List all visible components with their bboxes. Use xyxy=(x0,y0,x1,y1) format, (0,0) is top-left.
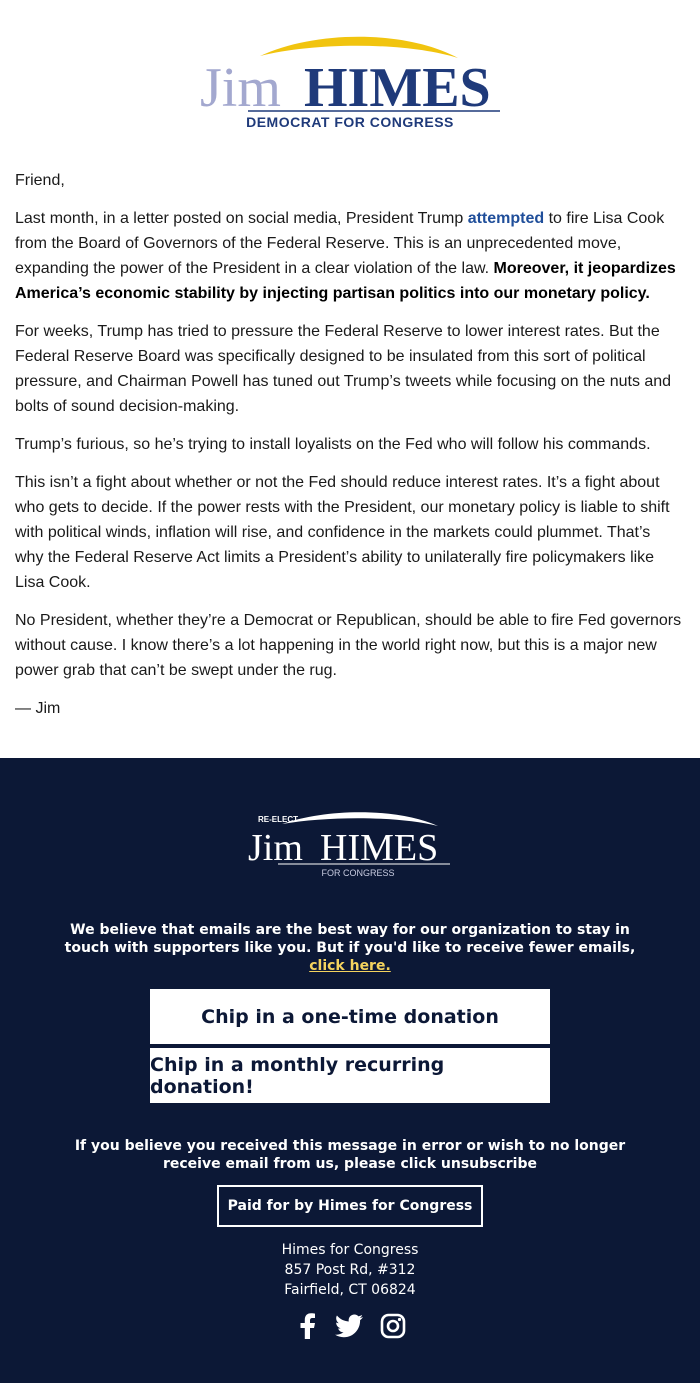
logo-tagline: DEMOCRAT FOR CONGRESS xyxy=(246,114,454,130)
logo-arc xyxy=(282,812,438,826)
fewer-emails-link[interactable]: click here. xyxy=(309,958,391,974)
greeting: Friend, xyxy=(15,172,65,189)
email-footer xyxy=(0,758,700,1383)
email-preferences-notice: We believe that emails are the best way for our organization to stay in touch with supporters like you. But if you'd like to receive fewer emails, click here. xyxy=(64,922,636,974)
jim-himes-logo xyxy=(196,34,506,130)
paid-for-box: Paid for by Himes for Congress xyxy=(217,1185,483,1227)
logo-tagline: FOR CONGRESS xyxy=(321,868,395,878)
reelect-jim-himes-logo xyxy=(248,810,452,880)
mailing-address xyxy=(200,1240,500,1300)
twitter-icon[interactable] xyxy=(335,1314,363,1338)
paragraph-1: Last month, in a letter posted on social media, President Trump attempted to fire Lisa Cook from the Board of Governors of the Federal Reserve. This is an unprecedented move, expanding the power of the President in a clear violation of the law. Moreover, it jeopardizes America’s economic stability by injecting partisan politics into our monetary policy. xyxy=(15,210,676,302)
letter-body xyxy=(15,168,683,734)
paragraph-3: Trump’s furious, so he’s trying to install loyalists on the Fed who will follow his commands. xyxy=(15,436,651,453)
attempted-link[interactable]: attempted xyxy=(467,210,545,227)
logo-last-name: HIMES xyxy=(304,57,491,119)
signoff: — Jim xyxy=(15,700,61,717)
instagram-icon[interactable] xyxy=(380,1313,406,1339)
unsubscribe-notice[interactable]: If you believe you received this message in error or wish to no longer receive email from us, please click unsubscribe xyxy=(74,1138,626,1172)
address-city: Fairfield, CT 06824 xyxy=(284,1282,416,1298)
logo-first-name: Jim xyxy=(200,57,281,119)
paragraph-4: This isn’t a fight about whether or not the Fed should reduce interest rates. It’s a fight about who gets to decide. If the power rests with the President, our monetary policy is liable to shift with political winds, inflation will rise, and confidence in the markets could plummet. That’s why the Federal Reserve Act limits a President’s ability to unilaterally fire policymakers like Lisa Cook. xyxy=(15,474,670,591)
paragraph-2: For weeks, Trump has tried to pressure the Federal Reserve to lower interest rates. But the Federal Reserve Board was specifically designed to be insulated from this sort of political pressure, and Chairman Powell has tuned out Trump’s tweets while focusing on the nuts and bolts of sound decision-making. xyxy=(15,323,672,415)
social-links xyxy=(296,1312,406,1340)
logo-first-name: Jim xyxy=(248,827,303,869)
one-time-donation-button[interactable]: Chip in a one-time donation xyxy=(150,989,550,1044)
monthly-donation-button[interactable]: Chip in a monthly recurring donation! xyxy=(150,1048,550,1103)
logo-last-name: HIMES xyxy=(320,827,439,869)
address-street: 857 Post Rd, #312 xyxy=(284,1262,416,1278)
address-name: Himes for Congress xyxy=(281,1242,419,1258)
logo-reelect: RE-ELECT xyxy=(258,815,298,824)
logo-arc xyxy=(260,37,458,58)
paragraph-5: No President, whether they’re a Democrat or Republican, should be able to fire Fed governors without cause. I know there’s a lot happening in the world right now, but this is a major new power grab that can’t be swept under the rug. xyxy=(15,612,682,679)
emphasis-text: Moreover, it jeopardizes America’s economic stability by injecting partisan politics into our monetary policy. xyxy=(15,260,676,302)
facebook-icon[interactable] xyxy=(296,1313,318,1339)
